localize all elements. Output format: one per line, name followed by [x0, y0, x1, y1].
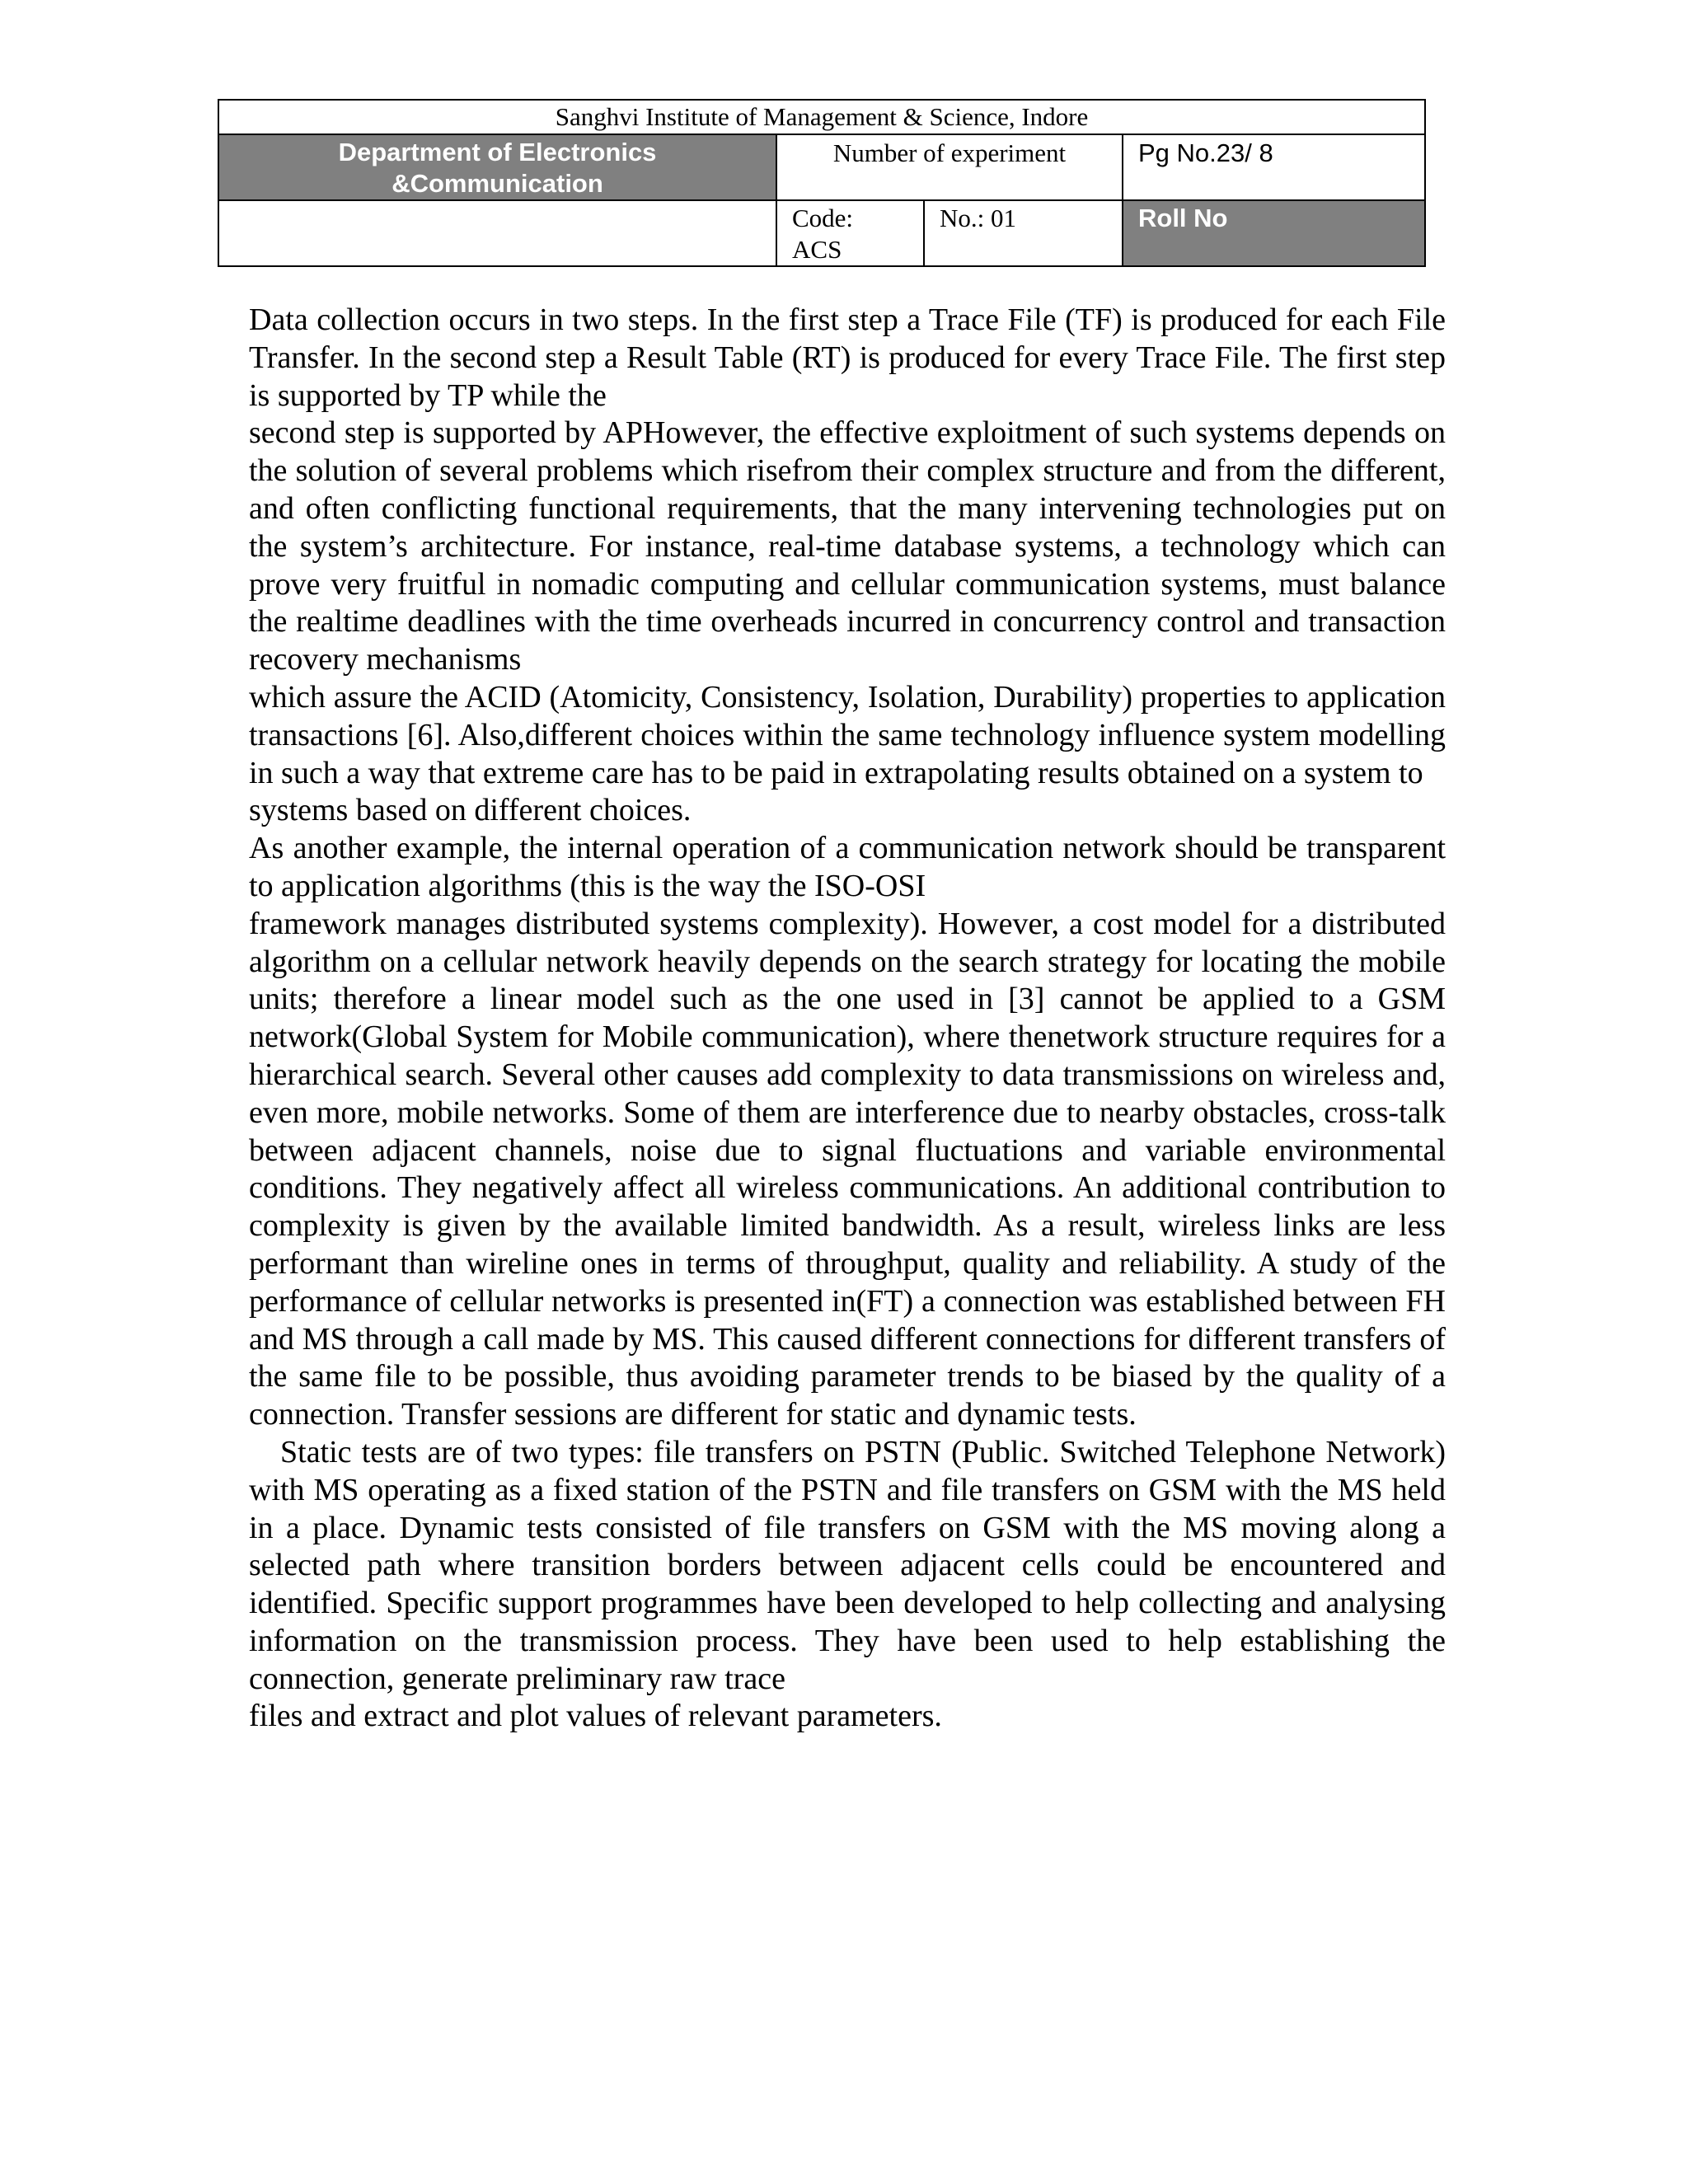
department-line1: Department of Electronics [338, 138, 657, 166]
paragraph: files and extract and plot values of relevant parameters. [249, 1699, 942, 1734]
department-line2: &Communication [392, 169, 603, 198]
paragraph: second step is supported by APHowever, the effective exploitment of such systems depends on the solution of several problems which risefrom their complex structure and from the different, and often conflicting functional requirements, that the many intervening technologies put on the system’s architecture. For instance, real-time database systems, a technology which can prove very fruitful in nomadic computing and cellular communication systems, must balance the realtime deadlines with the time overheads incurred in concurrency control and transaction recovery mechanisms [249, 415, 1446, 677]
roll-no-label: Roll No [1123, 200, 1425, 266]
code-cell [776, 200, 924, 266]
experiment-no: No.: 01 [924, 200, 1123, 266]
body-text [249, 302, 1446, 1736]
paragraph: systems based on different choices. [249, 793, 692, 828]
paragraph: Data collection occurs in two steps. In the first step a Trace File (TF) is produced for each File Transfer. In the second step a Result Table (RT) is produced for every Trace File. The first step is supported by TP while the [249, 302, 1446, 413]
paragraph: framework manages distributed systems complexity). However, a cost model for a distributed algorithm on a cellular network heavily depends on the search strategy for locating the mobile units; therefore a linear model such as the one used in [3] cannot be applied to a GSM network(Global System for Mobile communication), where thenetwork structure requires for a hierarchical search. Several other causes add complexity to data transmissions on wireless and, even more, mobile networks. Some of them are interference due to nearby obstacles, cross-talk between adjacent channels, noise due to signal fluctuations and variable environmental conditions. They negatively affect all wireless communications. An additional contribution to complexity is given by the available limited bandwidth. As a result, wireless links are less performant than wireline ones in terms of throughput, quality and reliability. A study of the performance of cellular networks is presented in(FT) a connection was established between FH and MS through a call made by MS. This caused different connections for different transfers of the same file to be possible, thus avoiding parameter trends to be biased by the quality of a connection. Transfer sessions are different for static and dynamic tests. [249, 906, 1446, 1432]
page-number: Pg No.23/ 8 [1123, 134, 1425, 200]
department-cell [218, 134, 776, 200]
paragraph: As another example, the internal operation of a communication network should be transparent to application algorithms (this is the way the ISO-OSI [249, 831, 1446, 903]
paragraph: which assure the ACID (Atomicity, Consistency, Isolation, Durability) properties to application transactions [6]. Also,different choices within the same technology influence system modelling in such a way that extreme care has to be paid in extrapolating results obtained on a system to [249, 679, 1446, 790]
blank-cell [218, 200, 776, 266]
code-value: ACS [792, 235, 842, 264]
institute-name: Sanghvi Institute of Management & Science, Indore [218, 100, 1425, 134]
header-table [218, 99, 1426, 267]
number-of-experiment-label: Number of experiment [776, 134, 1123, 200]
paragraph: Static tests are of two types: file transfers on PSTN (Public. Switched Telephone Network) with MS operating as a fixed station of the PSTN and file transfers on GSM with the MS held in a place. Dynamic tests consisted of file transfers on GSM with the MS moving along a selected path where transition borders between adjacent cells could be encountered and identified. Specific support programmes have been developed to help collecting and analysing information on the transmission process. They have been used to help establishing the connection, generate preliminary raw trace [249, 1434, 1446, 1696]
code-label: Code: [792, 204, 854, 232]
